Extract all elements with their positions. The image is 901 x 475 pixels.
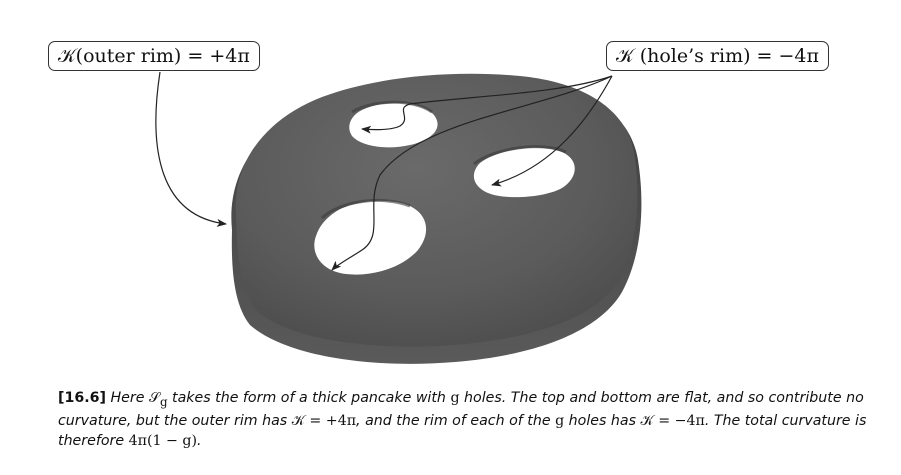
caption-subscript-g: g	[159, 394, 168, 409]
arrow-outer-rim	[156, 72, 226, 224]
caption-symbol-g: g	[450, 390, 460, 406]
caption-text: , and the rim of each of the	[356, 413, 556, 430]
pancake-top-surface	[236, 74, 638, 347]
caption-symbol-s: 𝒮	[148, 390, 160, 406]
caption-text: holes has	[564, 413, 641, 430]
caption-text: holes. The top and bottom are flat, and so contribute no curvature, but the outer rim has	[58, 390, 864, 430]
hole-rim-label: 𝒦 (hole’s rim) = −4π	[606, 41, 829, 71]
caption-text: Here	[105, 390, 149, 406]
outer-rim-label: 𝒦(outer rim) = +4π	[48, 41, 260, 71]
caption-equation-hole: 𝒦 = −4π	[640, 413, 705, 430]
caption-number: [16.6]	[58, 390, 106, 406]
figure-caption	[58, 389, 894, 451]
caption-equation-outer: 𝒦 = +4π	[291, 413, 357, 430]
caption-text: takes the form of a thick pancake with	[167, 390, 451, 406]
caption-total-curvature: 4π(1 − g)	[128, 432, 198, 449]
caption-symbol-g: g	[555, 413, 565, 430]
caption-text: .	[197, 432, 202, 449]
caption-text: . The total curvature is therefore	[58, 413, 867, 449]
